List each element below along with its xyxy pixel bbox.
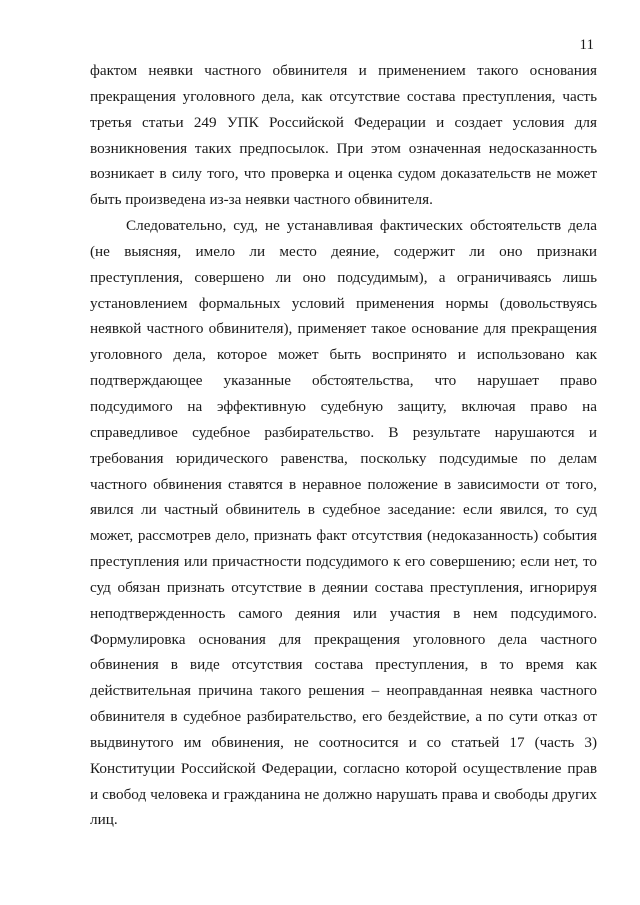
text-line: требования юридического равенства, поскольку подсудимые по делам [90, 449, 597, 467]
text-line: частного обвинения ставятся в неравное положение в зависимости от того, [90, 475, 597, 493]
text-line: обвинителя в судебное разбирательство, его бездействие, а по сути отказ от [90, 708, 597, 726]
text-line: преступления, совершено ли оно подсудимым), а ограничиваясь лишь [90, 268, 597, 286]
text-line: подсудимого на эффективную судебную защиту, включая право на [90, 397, 597, 415]
text-line: установлением формальных условий применения нормы (довольствуясь [90, 294, 597, 312]
text-line: возникновения таких предпосылок. При этом означенная недосказанность [90, 139, 597, 157]
text-line: и свобод человека и гражданина не должно нарушать права и свободы других [90, 785, 597, 803]
text-line: суд обязан признать отсутствие в деянии состава преступления, игнорируя [90, 578, 597, 596]
text-line: Конституции Российской Федерации, согласно которой осуществление прав [90, 759, 597, 777]
text-line: уголовного дела, которое может быть воспринято и использовано как [90, 346, 597, 364]
text-line: Формулировка основания для прекращения уголовного дела частного [90, 630, 597, 648]
page-number: 11 [579, 37, 594, 53]
text-line: лиц. [90, 811, 118, 829]
text-line: явился ли частный обвинитель в судебное заседание: если явился, то суд [90, 501, 597, 519]
text-line: преступления или причастности подсудимого к его совершению; если нет, то [90, 553, 597, 571]
text-line: быть произведена из-за неявки частного обвинителя. [90, 191, 433, 209]
text-line: действительная причина такого решения – неоправданная неявка частного [90, 682, 597, 700]
text-line: Следовательно, суд, не устанавливая фактических обстоятельств дела [126, 217, 597, 235]
text-line: (не выясняя, имело ли место деяние, содержит ли оно признаки [90, 242, 597, 260]
text-line: справедливое судебное разбирательство. В результате нарушаются и [90, 423, 597, 441]
text-line: третья статьи 249 УПК Российской Федерации и создает условия для [90, 113, 597, 131]
text-line: неподтвержденность самого деяния или участия в нем подсудимого. [90, 604, 597, 622]
text-line: прекращения уголовного дела, как отсутствие состава преступления, часть [90, 87, 597, 105]
text-line: фактом неявки частного обвинителя и применением такого основания [90, 62, 597, 79]
text-line: может, рассмотрев дело, признать факт отсутствия (недоказанность) события [90, 527, 597, 545]
text-line: возникает в силу того, что проверка и оценка судом доказательств не может [90, 165, 597, 183]
text-line: выдвинутого им обвинения, не соотносится и со статьей 17 (часть 3) [90, 733, 597, 751]
body-text [90, 58, 597, 833]
text-line: подтверждающее указанные обстоятельства, что нарушает право [90, 372, 597, 390]
text-line: обвинения в виде отсутствия состава преступления, в то время как [90, 656, 597, 674]
text-line: неявкой частного обвинителя), применяет такое основание для прекращения [90, 320, 597, 338]
